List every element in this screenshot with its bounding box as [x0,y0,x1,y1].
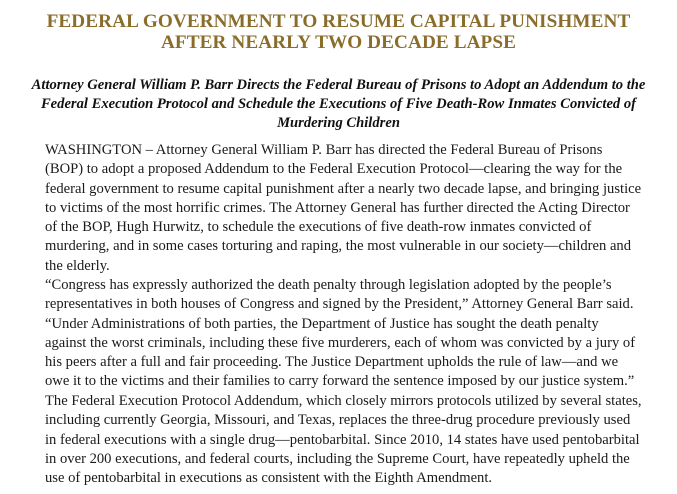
paragraph-1: WASHINGTON – Attorney General William P. Barr has directed the Federal Bureau of Prisons (BOP) to adopt a proposed Addendum to the Federal Execution Protocol—clearing the way for the federal government to resume capital punishment after a nearly two decade lapse, and bringing justice to victims of the most horrific crimes. The Attorney General has further directed the Acting Director of the BOP, Hugh Hurwitz, to schedule the executions of five death-row inmates convicted of murdering, and in some cases torturing and raping, the most vulnerable in our society—children and the elderly. [45,142,642,274]
subheadline: Attorney General William P. Barr Directs the Federal Bureau of Prisons to Adopt an Addendum to the Federal Execution Protocol and Schedule the Executions of Five Death-Row Inmates Convicted of Murdering Children [31,77,646,131]
paragraph-3: The Federal Execution Protocol Addendum, which closely mirrors protocols utilized by several states, including currently Georgia, Missouri, and Texas, replaces the three-drug procedure previously used in federal executions with a single drug—pentobarbital. Since 2010, 14 states have used pentobarbital in over 200 executions, and federal courts, including the Supreme Court, have repeatedly upheld the use of pentobarbital in executions as consistent with the Eighth Amendment. [45,393,642,487]
paragraph-2: “Congress has expressly authorized the death penalty through legislation adopted by the people’s representatives in both houses of Congress and signed by the President,” Attorney General Barr said. “Under Administrations of both parties, the Department of Justice has sought the death penalty against the worst criminals, including these five murderers, each of whom was convicted by a jury of his peers after a full and fair proceeding. The Justice Department upholds the rule of law—and we owe it to the victims and their families to carry forward the sentence imposed by our justice system.” [45,277,636,390]
headline: FEDERAL GOVERNMENT TO RESUME CAPITAL PUNISHMENT AFTER NEARLY TWO DECADE LAPSE [46,11,631,53]
